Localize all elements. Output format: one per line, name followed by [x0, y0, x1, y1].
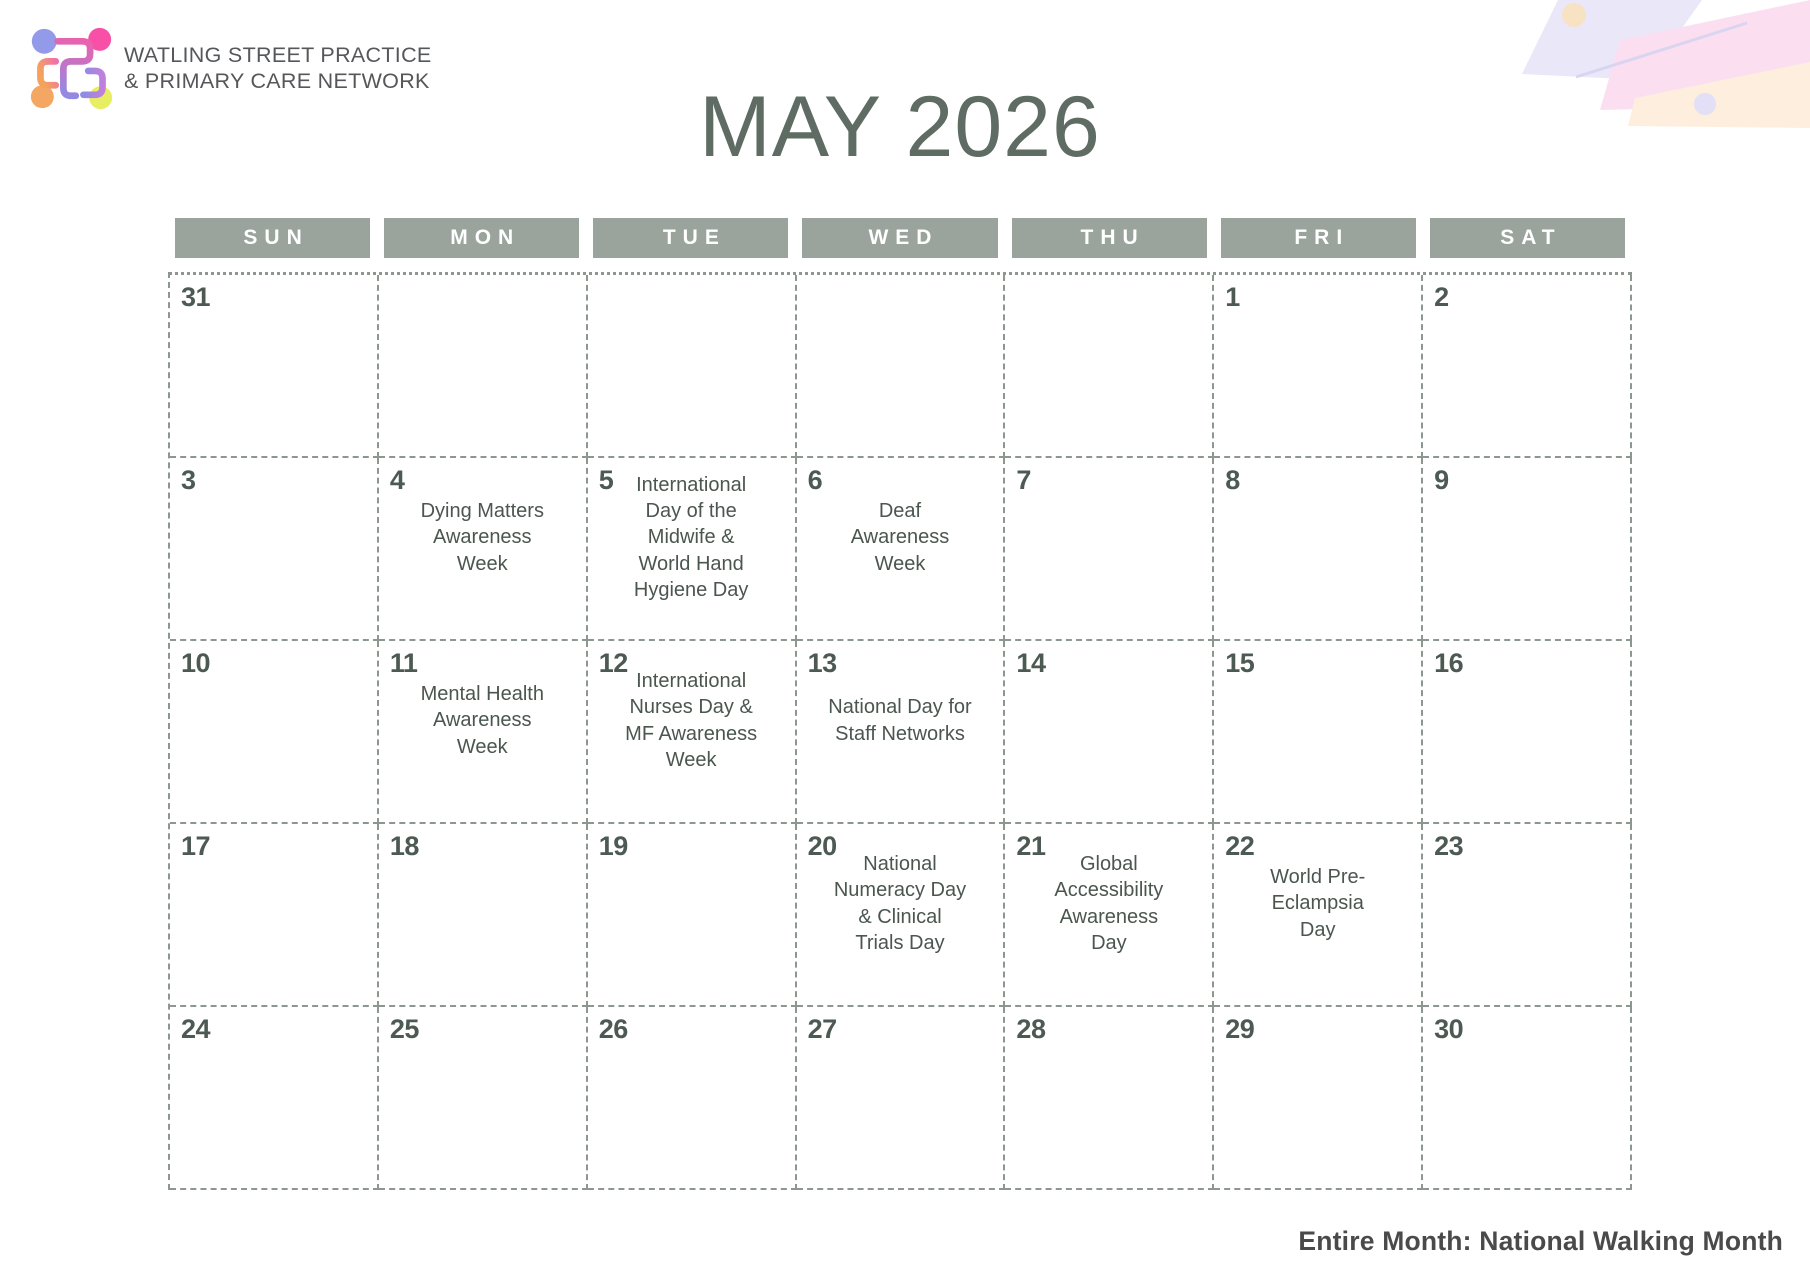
calendar-cell [1214, 275, 1423, 458]
weekday-header-fri: FRI [1221, 218, 1416, 258]
event-label: National Day for Staff Networks [828, 696, 972, 745]
day-number: 17 [181, 831, 211, 861]
calendar-cell [1214, 458, 1423, 641]
calendar-cell [588, 824, 797, 1007]
weekday-header-thu: THU [1012, 218, 1207, 258]
calendar-cell [170, 458, 379, 641]
weekday-header-wed: WED [802, 218, 997, 258]
calendar-cell [797, 275, 1006, 458]
day-number: 11 [389, 648, 418, 678]
day-number: 1 [1225, 282, 1240, 312]
calendar-cell [1005, 641, 1214, 824]
day-number: 26 [598, 1014, 628, 1044]
event-label: Deaf Awareness Week [850, 499, 950, 575]
decor-lavender-shape [1522, 0, 1702, 80]
calendar-cell [170, 275, 379, 458]
event-label: Mental Health Awareness Week [420, 682, 544, 758]
day-number: 22 [1225, 831, 1255, 861]
calendar-cell [797, 1007, 1006, 1190]
calendar-cell [170, 824, 379, 1007]
day-number: 21 [1016, 831, 1046, 861]
practice-logo-icon [28, 26, 114, 112]
calendar-cell [379, 275, 588, 458]
calendar-cell [1423, 458, 1632, 641]
day-number: 8 [1225, 465, 1240, 495]
event-label: World Pre- Eclampsia Day [1270, 865, 1366, 941]
event-label: National Numeracy Day & Clinical Trials Day [833, 852, 967, 954]
calendar-cell [1214, 824, 1423, 1007]
calendar-cell [1005, 275, 1214, 458]
day-number: 24 [181, 1014, 211, 1044]
decor-peach-shape [1628, 62, 1810, 128]
day-number: 9 [1434, 465, 1449, 495]
calendar [168, 218, 1632, 1190]
calendar-cell [588, 1007, 797, 1190]
day-number: 5 [598, 465, 614, 495]
calendar-cell [1423, 641, 1632, 824]
calendar-cell [170, 1007, 379, 1190]
day-number: 19 [598, 831, 628, 861]
event-label: International Day of the Midwife & World Hand Hygiene Day [633, 473, 749, 602]
entire-month-note: Entire Month: National Walking Month [1298, 1226, 1783, 1256]
decor-peach-circle [1562, 3, 1586, 27]
calendar-cell [379, 641, 588, 824]
day-number: 3 [181, 465, 196, 495]
calendar-cell [170, 641, 379, 824]
month-title: MAY 2026 [699, 79, 1101, 175]
day-number: 15 [1225, 648, 1255, 678]
weekday-header-sat: SAT [1430, 218, 1625, 258]
calendar-grid [168, 272, 1632, 1190]
calendar-cell [1423, 824, 1632, 1007]
day-number: 30 [1434, 1014, 1464, 1044]
weekday-header-sun: SUN [175, 218, 370, 258]
day-number: 4 [389, 465, 405, 495]
calendar-cell [588, 641, 797, 824]
event-label: Global Accessibility Awareness Day [1054, 852, 1164, 954]
weekday-header-row [168, 218, 1632, 258]
calendar-cell [379, 824, 588, 1007]
brand-name-line1: WATLING STREET PRACTICE [124, 43, 432, 68]
day-number: 23 [1434, 831, 1464, 861]
calendar-cell [797, 824, 1006, 1007]
day-number: 16 [1434, 648, 1464, 678]
decor-line [1576, 23, 1747, 77]
calendar-cell [379, 1007, 588, 1190]
day-number: 13 [807, 648, 837, 678]
day-number: 28 [1016, 1014, 1046, 1044]
day-number: 6 [807, 465, 823, 495]
calendar-cell [1423, 1007, 1632, 1190]
day-number: 20 [807, 831, 837, 861]
calendar-cell [797, 641, 1006, 824]
day-number: 29 [1225, 1014, 1255, 1044]
brand-name-line2: & PRIMARY CARE NETWORK [124, 69, 430, 93]
calendar-cell [1005, 824, 1214, 1007]
calendar-cell [1214, 1007, 1423, 1190]
day-number: 2 [1434, 282, 1449, 312]
weekday-header-tue: TUE [593, 218, 788, 258]
calendar-cell [379, 458, 588, 641]
calendar-cell [1005, 1007, 1214, 1190]
decor-lavender-circle [1694, 93, 1716, 115]
calendar-cell [588, 458, 797, 641]
day-number: 18 [389, 831, 419, 861]
day-number: 31 [181, 282, 211, 312]
calendar-cell [588, 275, 797, 458]
event-label: Dying Matters Awareness Week [420, 499, 544, 575]
day-number: 12 [598, 648, 628, 678]
day-number: 7 [1016, 465, 1031, 495]
calendar-cell [1423, 275, 1632, 458]
calendar-cell [1005, 458, 1214, 641]
calendar-cell [797, 458, 1006, 641]
day-number: 27 [807, 1014, 837, 1044]
day-number: 25 [389, 1014, 419, 1044]
day-number: 14 [1016, 648, 1046, 678]
weekday-header-mon: MON [384, 218, 579, 258]
event-label: International Nurses Day & MF Awareness Week [625, 669, 758, 771]
day-number: 10 [181, 648, 211, 678]
calendar-cell [1214, 641, 1423, 824]
